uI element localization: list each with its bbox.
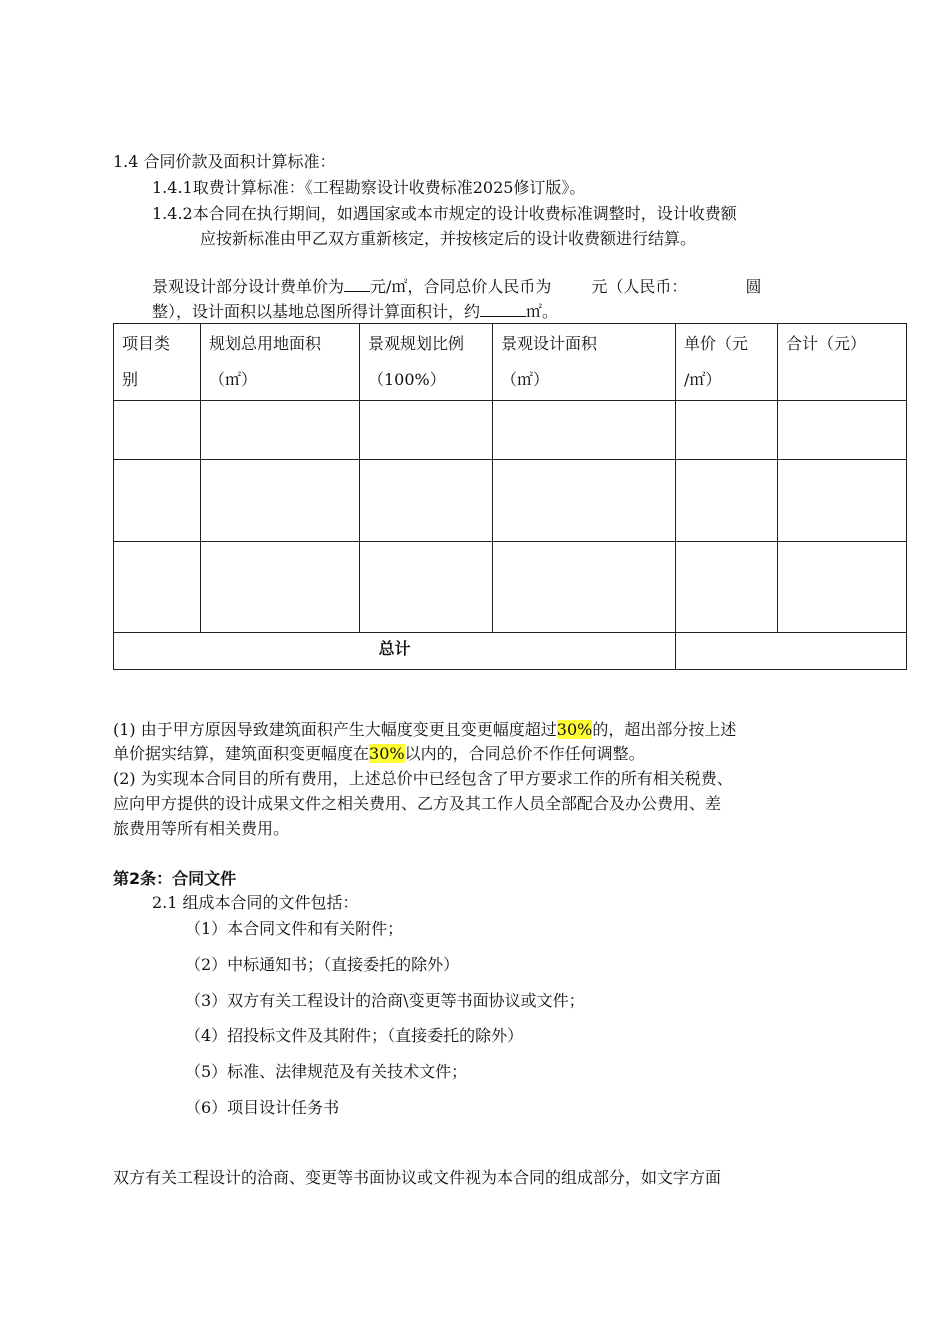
table-cell [778, 460, 907, 542]
table-cell [114, 401, 201, 460]
table-cell [201, 542, 360, 633]
fee-text-a: 景观设计部分设计费单价为 [152, 277, 345, 296]
table-cell [676, 542, 778, 633]
list-item: （5）标准、法律规范及有关技术文件； [185, 1062, 468, 1081]
table-header-row [114, 324, 907, 401]
list-item: （6）项目设计任务书 [185, 1098, 340, 1117]
section-1-4-heading: 1.4 合同价款及面积计算标准： [113, 152, 336, 171]
fee-text-c: 元（人民币： [591, 277, 688, 296]
table-cell [778, 542, 907, 633]
header-total-land-area: 规划总用地面积 （㎡） [201, 324, 360, 401]
fee-text-f: ㎡。 [526, 302, 559, 321]
note-2-line2: 应向甲方提供的设计成果文件之相关费用、乙方及其工作人员全部配合及办公费用、差 [113, 794, 722, 813]
note-2-line1: (2) 为实现本合同目的所有费用，上述总价中已经包含了甲方要求工作的所有相关税费、 [113, 769, 733, 788]
table-cell [114, 542, 201, 633]
section-1-4-1: 1.4.1取费计算标准：《工程勘察设计收费标准2025修订版》。 [152, 178, 586, 197]
note-2-line3: 旅费用等所有相关费用。 [113, 819, 290, 838]
table-cell [676, 401, 778, 460]
table-row [114, 542, 907, 633]
fee-text-b: 元/㎡，合同总价人民币为 [370, 277, 552, 296]
closing-paragraph: 双方有关工程设计的洽商、变更等书面协议或文件视为本合同的组成部分，如文字方面 [113, 1168, 722, 1187]
header-landscape-ratio: 景观规划比例 （100%） [360, 324, 493, 401]
note-1-line2: 单价据实结算，建筑面积变更幅度在30%以内的，合同总价不作任何调整。 [113, 744, 645, 763]
list-item: （4）招投标文件及其附件；（直接委托的除外） [185, 1026, 524, 1045]
table-cell [493, 460, 676, 542]
table-cell [360, 460, 493, 542]
table-row [114, 401, 907, 460]
article-2-1: 2.1 组成本合同的文件包括： [152, 893, 359, 912]
header-subtotal: 合计（元） [778, 324, 907, 401]
fee-text-e: 整），设计面积以基地总图所得计算面积计，约 [152, 302, 481, 321]
header-unit-price: 单价（元 /㎡） [676, 324, 778, 401]
table-cell [778, 401, 907, 460]
article-2-heading: 第2条：合同文件 [113, 869, 237, 888]
total-value-cell [676, 633, 907, 670]
price-table [113, 323, 907, 670]
list-item: （1）本合同文件和有关附件； [185, 919, 404, 938]
fee-statement-line2 [152, 301, 558, 323]
table-row [114, 460, 907, 542]
list-item: （3）双方有关工程设计的洽商\变更等书面协议或文件； [185, 991, 585, 1010]
table-cell [360, 401, 493, 460]
table-cell [114, 460, 201, 542]
table-cell [201, 460, 360, 542]
fee-statement-line1 [152, 276, 761, 298]
table-cell [360, 542, 493, 633]
section-1-4-2-line2: 应按新标准由甲乙双方重新核定，并按核定后的设计收费额进行结算。 [200, 229, 697, 248]
fee-text-d: 圆 [745, 277, 762, 296]
highlight-30-percent: 30% [369, 744, 405, 763]
table-cell [201, 401, 360, 460]
table-cell [676, 460, 778, 542]
note-1-line1: (1) 由于甲方原因导致建筑面积产生大幅度变更且变更幅度超过30%的，超出部分按上述 [113, 720, 737, 739]
highlight-30-percent: 30% [556, 720, 593, 739]
header-landscape-area: 景观设计面积 （㎡） [493, 324, 676, 401]
list-item: （2）中标通知书；（直接委托的除外） [185, 955, 460, 974]
unit-price-blank [344, 276, 370, 292]
section-1-4-2-line1: 1.4.2本合同在执行期间，如遇国家或本市规定的设计收费标准调整时，设计收费额 [152, 204, 737, 223]
table-cell [493, 542, 676, 633]
table-cell [493, 401, 676, 460]
table-total-row [114, 633, 907, 670]
area-blank [480, 301, 526, 317]
header-category: 项目类 别 [114, 324, 201, 401]
total-label: 总计 [114, 633, 676, 670]
